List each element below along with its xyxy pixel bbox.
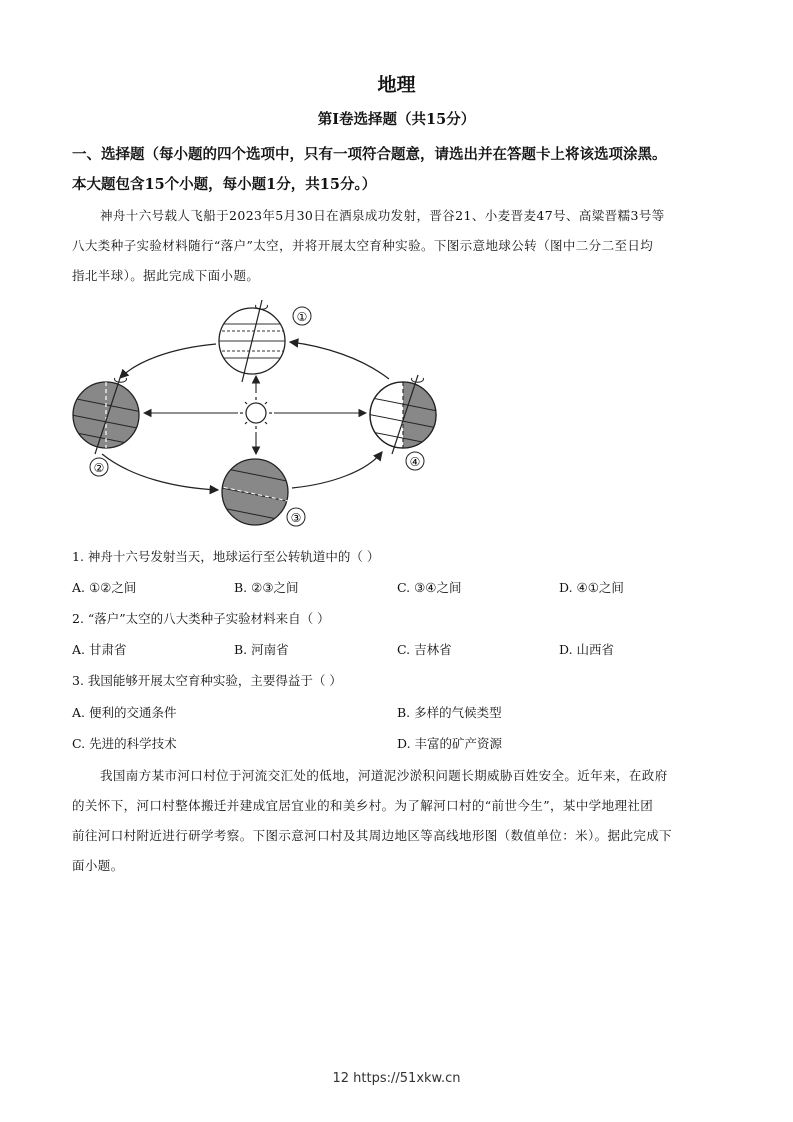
passage2-line4: 面小题。: [72, 858, 124, 873]
q1-option-a[interactable]: A. ①②之间: [72, 580, 137, 595]
q3-option-b[interactable]: B. 多样的气候类型: [397, 705, 502, 720]
passage2-line2: 的关怀下，河口村整体搬迁并建成宜居宜业的和美乡村。为了解河口村的“前世今生”，某中学地理社团: [72, 798, 654, 813]
q2-option-d[interactable]: D. 山西省: [559, 642, 615, 657]
label-1: ①: [296, 310, 308, 324]
q2-option-a[interactable]: A. 甘肃省: [72, 642, 127, 657]
earth-revolution-diagram: [62, 296, 452, 536]
q3-option-d[interactable]: D. 丰富的矿产资源: [397, 736, 503, 751]
earth-position-2: [62, 375, 152, 476]
question-3-stem: 3. 我国能够开展太空育种实验，主要得益于（ ）: [72, 673, 342, 688]
label-2: ②: [93, 461, 105, 475]
q1-option-b[interactable]: B. ②③之间: [234, 580, 299, 595]
section-heading-line1: 一、选择题（每小题的四个选项中，只有一项符合题意，请选出并在答题卡上将该选项涂黑。: [72, 146, 667, 163]
section-heading-line2: 本大题包含15个小题，每小题1分，共15分。）: [72, 176, 377, 193]
question-1-stem: 1. 神舟十六号发射当天，地球运行至公转轨道中的（ ）: [72, 549, 380, 564]
q2-option-c[interactable]: C. 吉林省: [397, 642, 452, 657]
q1-option-d[interactable]: D. ④①之间: [559, 580, 624, 595]
q3-option-c[interactable]: C. 先进的科学技术: [72, 736, 177, 751]
passage1-line2: 八大类种子实验材料随行“落户”太空，并将开展太空育种实验。下图示意地球公转（图中二分二至日均: [72, 238, 654, 253]
q1-option-c[interactable]: C. ③④之间: [397, 580, 462, 595]
label-3: ③: [290, 511, 302, 525]
q2-option-b[interactable]: B. 河南省: [234, 642, 289, 657]
question-2-stem: 2. “落户”太空的八大类种子实验材料来自（ ）: [72, 611, 330, 626]
label-4: ④: [409, 455, 421, 469]
page-footer[interactable]: 12 https://51xkw.cn: [332, 1071, 461, 1086]
passage1-line1: 神舟十六号载人飞船于2023年5月30日在酒泉成功发射，晋谷21、小麦晋麦47号、高粱晋糯3号等: [100, 208, 665, 223]
passage2-line1: 我国南方某市河口村位于河流交汇处的低地，河道泥沙淤积问题长期威胁百姓安全。近年来，在政府: [100, 768, 668, 783]
passage2-line3: 前往河口村附近进行研学考察。下图示意河口村及其周边地区等高线地形图（数值单位：米）。据此完成下: [72, 828, 673, 843]
part-title: 第Ⅰ卷选择题（共15分）: [317, 111, 476, 128]
page-title: 地理: [377, 74, 416, 96]
sun-icon: [240, 397, 272, 429]
passage1-line3: 指北半球）。据此完成下面小题。: [72, 268, 260, 283]
q3-option-a[interactable]: A. 便利的交通条件: [72, 705, 177, 720]
earth-position-4: [362, 375, 452, 470]
